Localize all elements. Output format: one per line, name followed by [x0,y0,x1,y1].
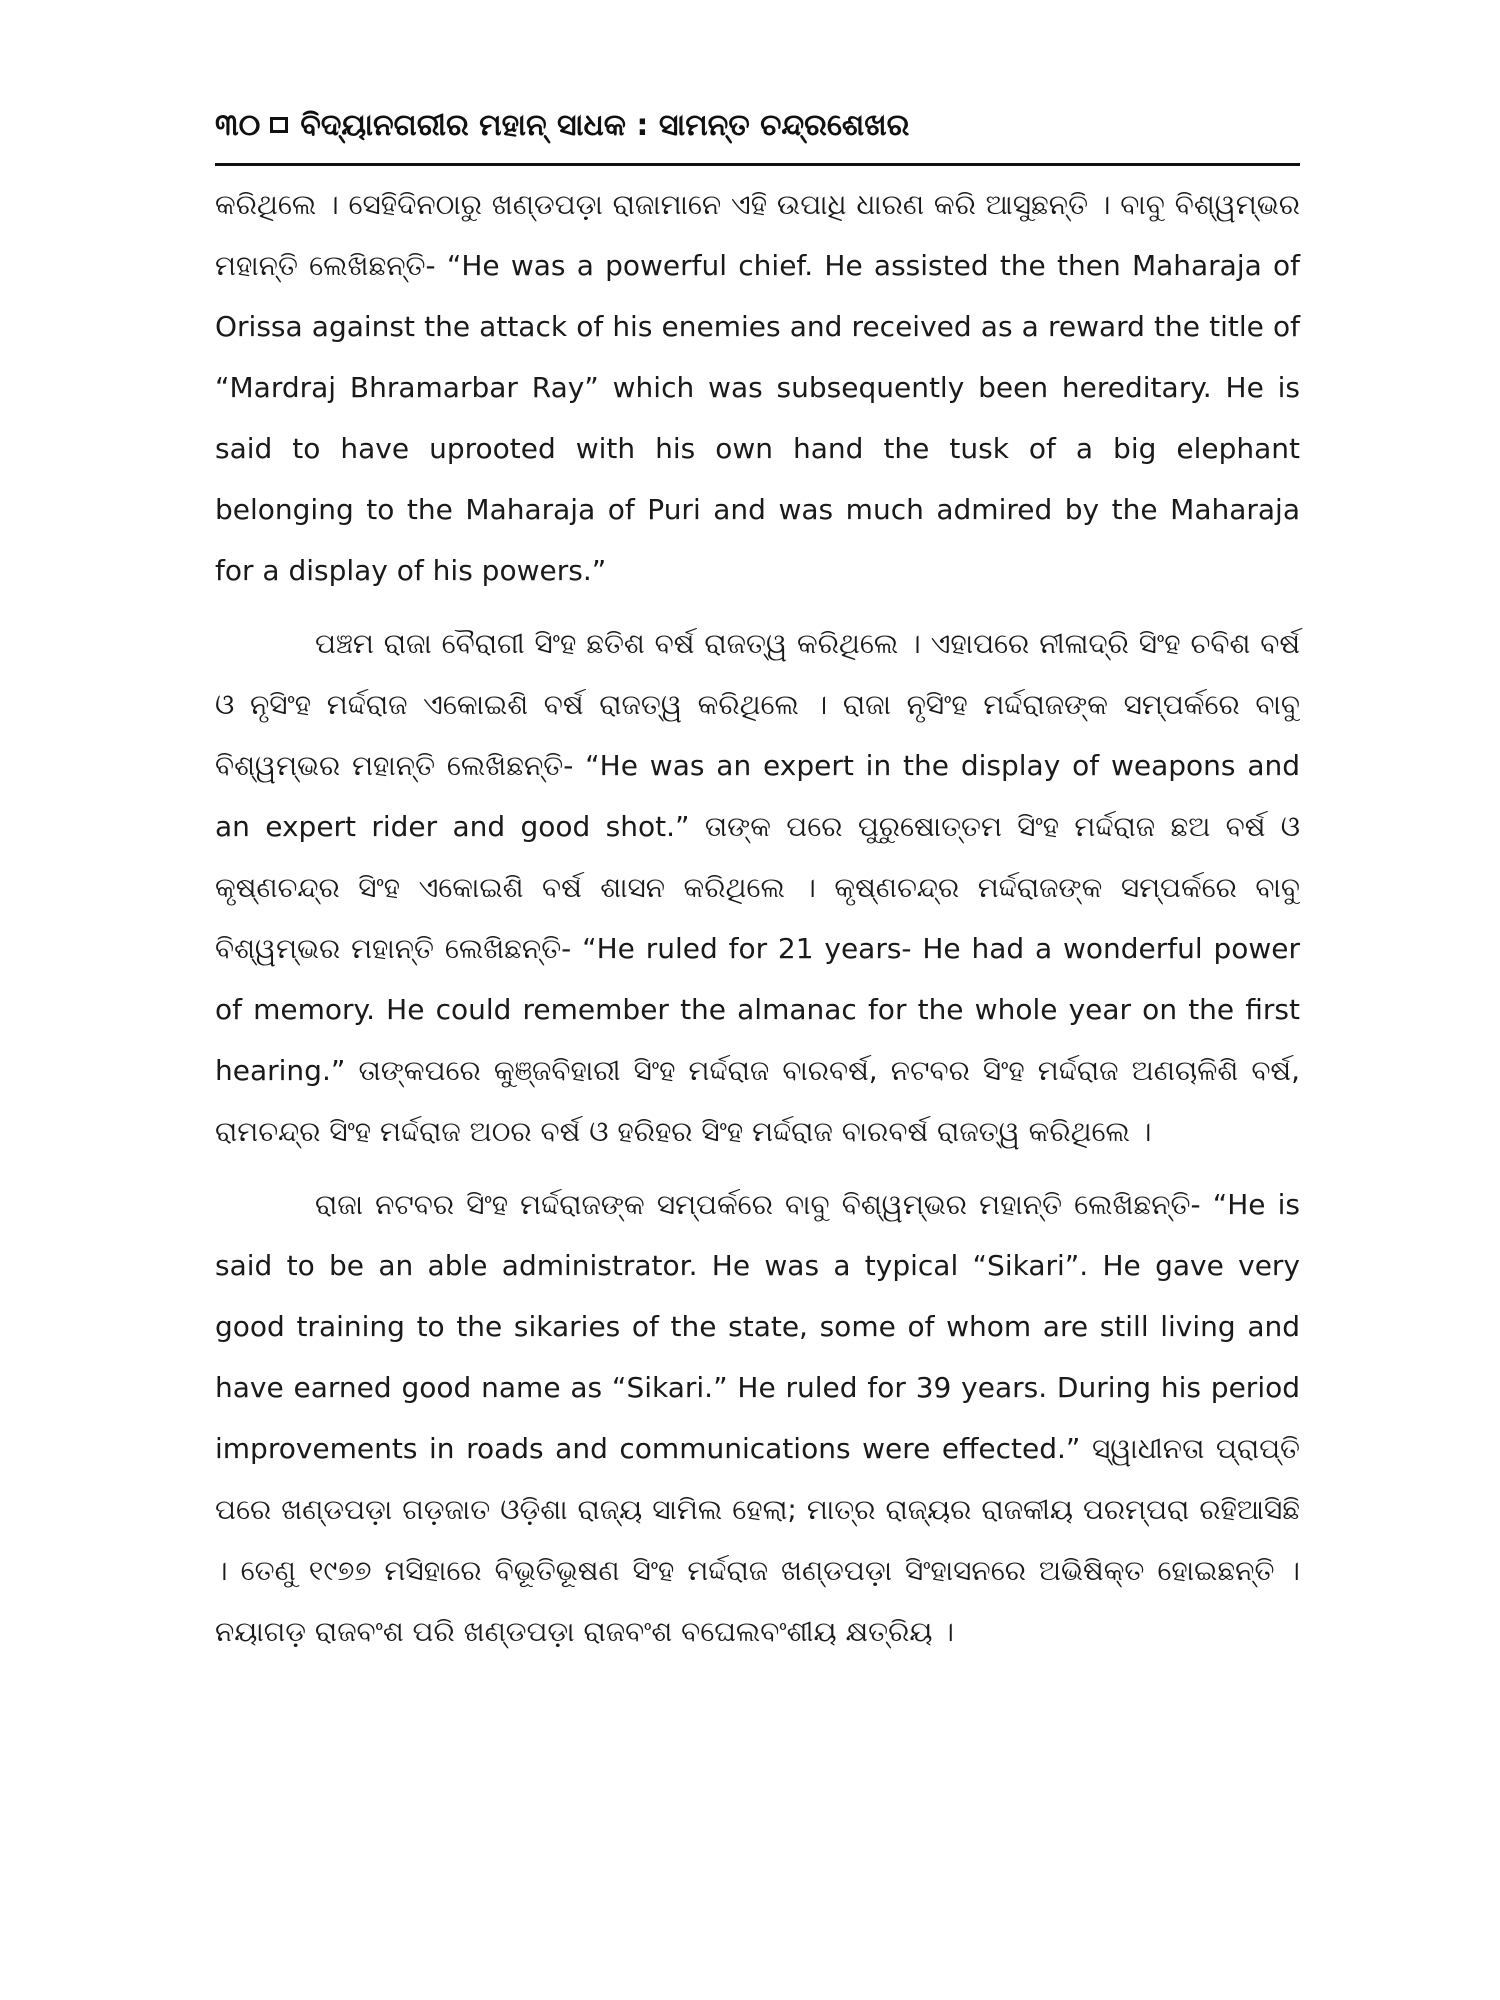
book-page [215,95,1300,1662]
paragraph-3: ରାଜା ନଟବର ସିଂହ ମର୍ଦ୍ଦରାଜଙ୍କ ସମ୍ପର୍କରେ ବାବୁ ବିଶ୍ୱମ୍ଭର ମହାନ୍ତି ଲେଖିଛନ୍ତି- “He is said to be an able administrator. He was a typical “Sikari”. He gave very good training to the sikaries of the state, some of whom are still living and have earned good name as “Sikari.” He ruled for 39 years. During his period improvements in roads and communications were effected.” ସ୍ୱାଧୀନତା ପ୍ରାପ୍ତି ପରେ ଖଣ୍ଡପଡ଼ା ଗଡ଼ଜାତ ଓଡ଼ିଶା ରାଜ୍ୟ ସାମିଲ ହେଲା; ମାତ୍ର ରାଜ୍ୟର ରାଜକୀୟ ପରମ୍ପରା ରହିଆସିଛି । ତେଣୁ ୧୯୭୭ ମସିହାରେ ବିଭୂତିଭୂଷଣ ସିଂହ ମର୍ଦ୍ଦରାଜ ଖଣ୍ଡପଡ଼ା ସିଂହାସନରେ ଅଭିଷିକ୍ତ ହୋଇଛନ୍ତି । ନୟାଗଡ଼ ରାଜବଂଶ ପରି ଖଣ୍ଡପଡ଼ା ରାଜବଂଶ ବଘେଲବଂଶୀୟ କ୍ଷତ୍ରିୟ । [215,1188,1300,1648]
paragraph-1: କରିଥିଲେ । ସେହିଦିନଠାରୁ ଖଣ୍ଡପଡ଼ା ରାଜାମାନେ ଏହି ଉପାଧି ଧାରଣ କରି ଆସୁଛନ୍ତି । ବାବୁ ବିଶ୍ୱମ୍ଭର ମହାନ୍ତି ଲେଖିଛନ୍ତି- “He was a powerful chief. He assisted the then Maharaja of Orissa against the attack of his enemies and received as a reward the title of “Mardraj Bhramarbar Ray” which was subsequently been hereditary. He is said to have uprooted with his own hand the tusk of a big elephant belonging to the Maharaja of Puri and was much admired by the Maharaja for a display of his powers.” [215,188,1300,587]
paragraph-2: ପଞ୍ଚମ ରାଜା ବୈରାଗୀ ସିଂହ ଛତିଶ ବର୍ଷ ରାଜତ୍ୱ କରିଥିଲେ । ଏହାପରେ ନୀଳାଦ୍ରି ସିଂହ ଚବିଶ ବର୍ଷ ଓ ନୃସିଂହ ମର୍ଦ୍ଦରାଜ ଏକୋଇଶି ବର୍ଷ ରାଜତ୍ୱ କରିଥିଲେ । ରାଜା ନୃସିଂହ ମର୍ଦ୍ଦରାଜଙ୍କ ସମ୍ପର୍କରେ ବାବୁ ବିଶ୍ୱମ୍ଭର ମହାନ୍ତି ଲେଖିଛନ୍ତି- “He was an expert in the display of weapons and an expert rider and good shot.” ତାଙ୍କ ପରେ ପୁରୁଷୋତ୍ତମ ସିଂହ ମର୍ଦ୍ଦରାଜ ଛଅ ବର୍ଷ ଓ କୃଷ୍ଣଚନ୍ଦ୍ର ସିଂହ ଏକୋଇଶି ବର୍ଷ ଶାସନ କରିଥିଲେ । କୃଷ୍ଣଚନ୍ଦ୍ର ମର୍ଦ୍ଦରାଜଙ୍କ ସମ୍ପର୍କରେ ବାବୁ ବିଶ୍ୱମ୍ଭର ମହାନ୍ତି ଲେଖିଛନ୍ତି- “He ruled for 21 years- He had a wonderful power of memory. He could remember the almanac for the whole year on the first hearing.” ତାଙ୍କପରେ କୁଞ୍ଜବିହାରୀ ସିଂହ ମର୍ଦ୍ଦରାଜ ବାରବର୍ଷ, ନଟବର ସିଂହ ମର୍ଦ୍ଦରାଜ ଅଣଚାଳିଶି ବର୍ଷ, ରାମଚନ୍ଦ୍ର ସିଂହ ମର୍ଦ୍ଦରାଜ ଅଠର ବର୍ଷ ଓ ହରିହର ସିଂହ ମର୍ଦ୍ଦରାଜ ବାରବର୍ଷ ରାଜତ୍ୱ କରିଥିଲେ । [215,627,1300,1148]
page-number: ୩୦ [215,107,261,143]
square-bullet-icon [270,117,288,133]
running-title: ବିଦ୍ୟାନଗରୀର ମହାନ୍ ସାଧକ : ସାମନ୍ତ ଚନ୍ଦ୍ରଶେଖର [300,107,910,143]
running-header [215,95,1300,155]
header-rule [215,163,1300,166]
